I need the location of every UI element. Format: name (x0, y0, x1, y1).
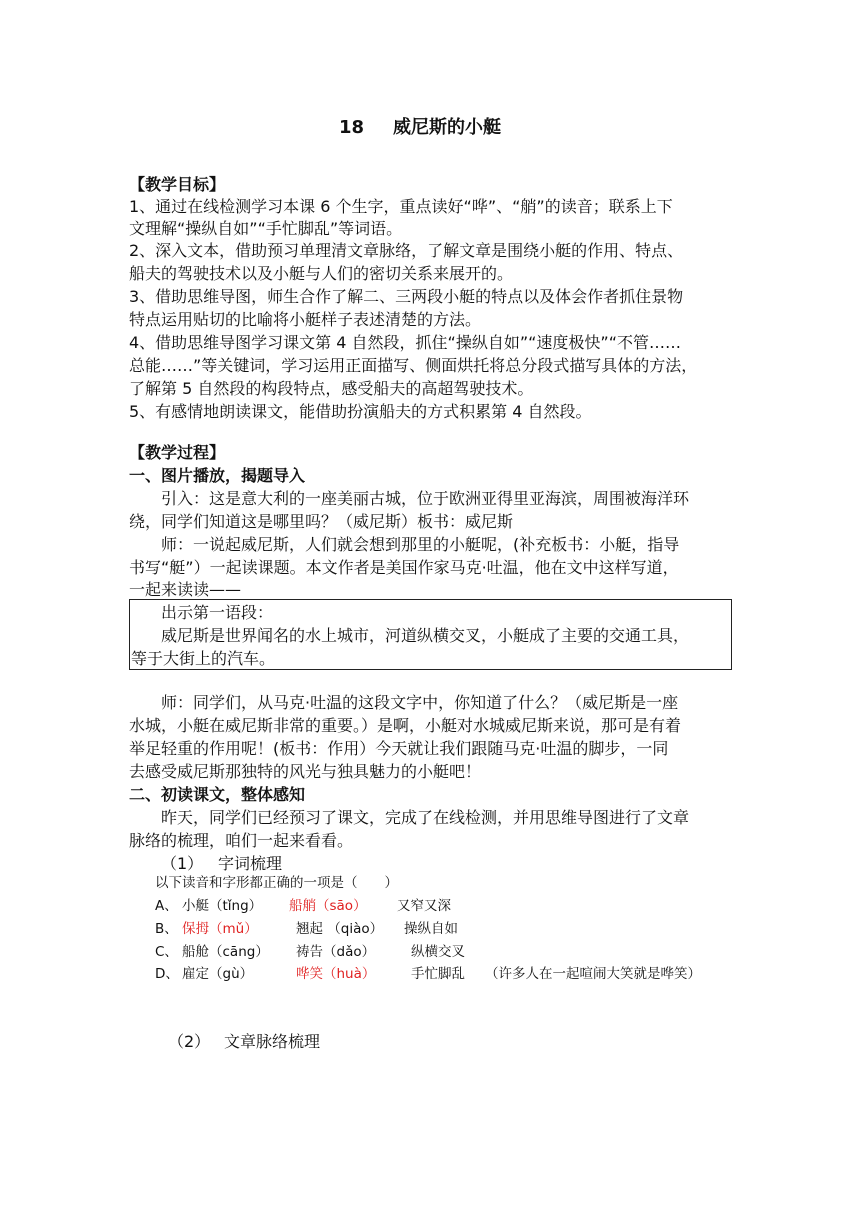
section-one-heading: 一、图片播放，揭题导入 (129, 466, 306, 485)
paragraph-line: 绕，同学们知道这是哪里吗？（威尼斯）板书：威尼斯 (129, 512, 514, 531)
paragraph-line: 引入：这是意大利的一座美丽古城，位于欧洲亚得里亚海滨，周围被海洋环 (161, 489, 690, 508)
question-text: 以下读音和字形都正确的一项是（ ） (155, 875, 398, 891)
option-word: 手忙脚乱 (411, 966, 465, 982)
option-word: 雇定（gù） (182, 966, 254, 982)
paragraph-line: 举足轻重的作用呢！(板书：作用）今天就让我们跟随马克·吐温的脚步，一同 (129, 739, 669, 758)
option-label: D、 (155, 966, 179, 982)
goal-line: 船夫的驾驶技术以及小艇与人们的密切关系来展开的。 (129, 264, 514, 283)
option-note: （许多人在一起喧闹大笑就是哗笑） (485, 966, 701, 982)
option-word: 船舱（cāng） (182, 944, 269, 960)
paragraph-line: 师：一说起威尼斯，人们就会想到那里的小艇呢，(补充板书：小艇，指导 (161, 535, 680, 554)
goal-line: 了解第 5 自然段的构段特点，感受船夫的高超驾驶技术。 (129, 379, 534, 398)
process-heading: 【教学过程】 (129, 443, 226, 462)
quote-line: 威尼斯是世界闻名的水上城市，河道纵横交叉，小艇成了主要的交通工具， (161, 626, 690, 645)
paragraph-line: 一起来读读—— (129, 580, 242, 599)
goal-line: 2、深入文本，借助预习单理清文章脉络，了解文章是围绕小艇的作用、特点、 (129, 241, 684, 260)
option-word: 小艇（tǐng） (182, 898, 263, 914)
option-word-marked: 船艄（sāo） (289, 898, 367, 914)
goal-line: 5、有感情地朗读课文，能借助扮演船夫的方式积累第 4 自然段。 (129, 402, 592, 421)
paragraph-line: 师：同学们，从马克·吐温的这段文字中，你知道了什么？（威尼斯是一座 (161, 693, 679, 712)
goal-line: 文理解“操纵自如”“手忙脚乱”等词语。 (129, 219, 403, 238)
goal-line: 3、借助思维导图，师生合作了解二、三两段小艇的特点以及体会作者抓住景物 (129, 287, 684, 306)
option-word: 操纵自如 (404, 921, 458, 937)
paragraph-line: 去感受威尼斯那独特的风光与独具魅力的小艇吧！ (129, 762, 482, 781)
goal-line: 1、通过在线检测学习本课 6 个生字，重点读好“哗”、“艄”的读音；联系上下 (129, 197, 673, 216)
section-two-heading: 二、初读课文，整体感知 (129, 785, 306, 804)
option-label: B、 (155, 921, 178, 937)
option-label: A、 (155, 898, 178, 914)
paragraph-line: 脉络的梳理，咱们一起来看看。 (129, 831, 354, 850)
sub-heading-text: 文章脉络梳理 (224, 1032, 321, 1051)
option-word: 翘起 （qiào） (296, 921, 384, 937)
lesson-number: 18 (339, 117, 365, 138)
quote-line: 出示第一语段： (161, 603, 274, 622)
sub-heading-number: （1） (161, 854, 204, 873)
goal-line: 总能……”等关键词，学习运用正面描写、侧面烘托将总分段式描写具体的方法， (129, 356, 698, 375)
paragraph-line: 书写“艇”）一起读课题。本文作者是美国作家马克·吐温，他在文中这样写道， (129, 558, 679, 577)
goal-line: 4、借助思维导图学习课文第 4 自然段，抓住“操纵自如”“速度极快”“不管…… (129, 333, 681, 352)
option-word: 祷告（dǎo） (296, 944, 376, 960)
option-word: 纵横交叉 (411, 944, 465, 960)
paragraph-line: 水城，小艇在威尼斯非常的重要。）是啊，小艇对水城威尼斯来说，那可是有着 (129, 716, 682, 735)
quote-line: 等于大街上的汽车。 (131, 649, 276, 668)
option-word: 又窄又深 (397, 898, 451, 914)
option-word-marked: 保拇（mǔ） (182, 921, 258, 937)
option-word-marked: 哗笑（huà） (296, 966, 376, 982)
goals-heading: 【教学目标】 (129, 175, 226, 194)
paragraph-line: 昨天，同学们已经预习了课文，完成了在线检测，并用思维导图进行了文章 (161, 808, 690, 827)
goal-line: 特点运用贴切的比喻将小艇样子表述清楚的方法。 (129, 310, 482, 329)
lesson-title: 威尼斯的小艇 (393, 117, 501, 138)
sub-heading-number: （2） (168, 1032, 211, 1051)
sub-heading-text: 字词梳理 (218, 854, 283, 873)
option-label: C、 (155, 944, 178, 960)
